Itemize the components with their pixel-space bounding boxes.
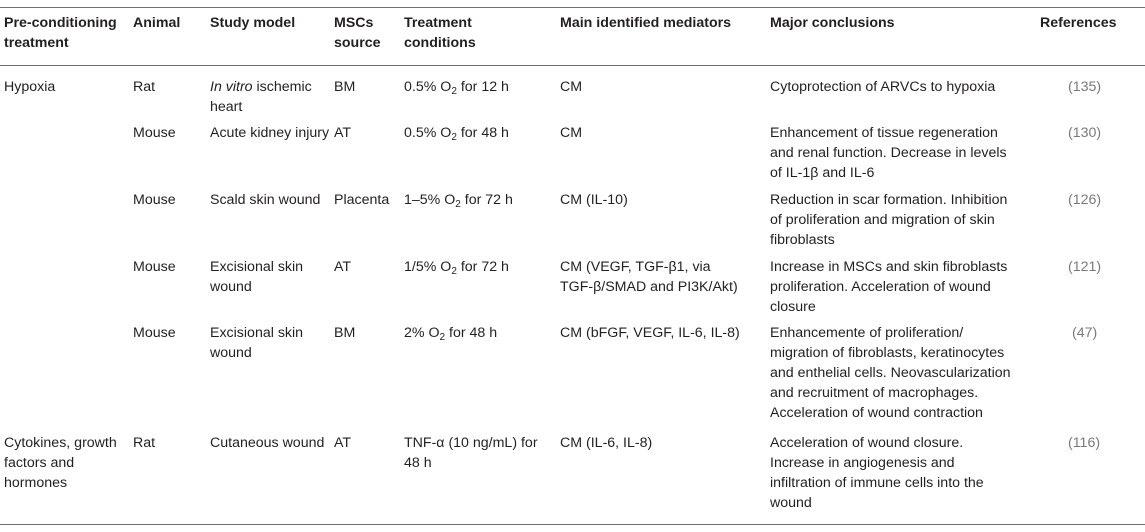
header-treatment: treatment [4,35,69,51]
header-msc-source: source [334,35,381,51]
cell-study-model: Excisional skin [210,259,304,275]
cell-study-model: In vitro ischemic [210,79,312,95]
cell-conditions: 48 h [404,455,432,471]
table-header-rule [0,65,1145,66]
cell-reference: (47) [1072,325,1098,341]
header-treatment-conditions: conditions [404,35,476,51]
cell-study-model: heart [210,99,243,115]
cell-conclusions: and renal function. Decrease in levels [770,145,1007,161]
header-animal: Animal [133,15,181,31]
cell-msc-source: AT [334,435,352,451]
cell-conclusions: of proliferation and migration of skin [770,212,995,228]
cell-conclusions: and recruitment of macrophages. [770,385,979,401]
cell-conditions: 1/5% $O_2$ for 72 h [404,259,509,277]
cell-mediators: TGF-β/SMAD and PI3K/Akt) [560,279,738,295]
header-conclusions: Major conclusions [770,15,895,31]
cell-conclusions: Cytoprotection of ARVCs to hypoxia [770,79,996,95]
cell-conclusions: Increase in angiogenesis and [770,455,955,471]
cell-conclusions: closure [770,299,816,315]
cell-animal: Mouse [133,192,176,208]
cell-reference: (130) [1068,125,1102,141]
cell-conclusions: Increase in MSCs and skin fibroblasts [770,259,1008,275]
cell-msc-source: BM [334,325,356,341]
cell-study-model: Scald skin wound [210,192,321,208]
header-study-model: Study model [210,15,296,31]
cell-mediators: CM (IL-6, IL-8) [560,435,653,451]
cell-msc-source: AT [334,259,352,275]
cell-animal: Rat [133,79,156,95]
cell-treatment: Hypoxia [4,79,56,95]
header-treatment: Pre-conditioning [4,15,117,31]
cell-msc-source: Placenta [334,192,390,208]
cell-conditions: 1–5% $O_2$ for 72 h [404,192,513,210]
cell-reference: (126) [1068,192,1102,208]
cell-reference: (116) [1068,435,1101,451]
cell-animal: Mouse [133,259,176,275]
cell-mediators: CM (IL-10) [560,192,628,208]
cell-mediators: CM [560,125,583,141]
cell-study-model: Cutaneous wound [210,435,325,451]
cell-animal: Rat [133,435,156,451]
cell-conclusions: Acceleration of wound contraction [770,405,983,421]
header-mediators: Main identified mediators [560,15,732,31]
cell-study-model: Excisional skin [210,325,304,341]
cell-conclusions: Acceleration of wound closure. [770,435,964,451]
cell-conclusions: Reduction in scar formation. Inhibition [770,192,1008,208]
cell-msc-source: AT [334,125,352,141]
cell-conclusions: wound [770,495,812,511]
cell-conclusions: infiltration of immune cells into the [770,475,984,491]
header-treatment-conditions: Treatment [404,15,472,31]
cell-conclusions: and enthelial cells. Neovascularization [770,365,1011,381]
cell-conclusions: proliferation. Acceleration of wound [770,279,991,295]
cell-study-model: Acute kidney injury [210,125,330,141]
cell-conclusions: Enhancement of tissue regeneration [770,125,998,141]
table-bottom-rule [0,524,1145,525]
cell-reference: (121) [1068,259,1102,275]
cell-mediators: CM [560,79,583,95]
cell-study-model: wound [210,279,252,295]
cell-reference: (135) [1068,79,1102,95]
cell-conditions: 0.5% $O_2$ for 48 h [404,125,509,143]
cell-conclusions: fibroblasts [770,232,835,248]
cell-msc-source: BM [334,79,356,95]
cell-conditions: 0.5% $O_2$ for 12 h [404,79,509,97]
cell-conclusions: of IL-1β and IL-6 [770,165,875,181]
cell-conditions: 2% $O_2$ for 48 h [404,325,498,343]
cell-mediators: CM (VEGF, TGF-β1, via [560,259,711,275]
table-top-rule [0,7,1145,8]
cell-mediators: CM (bFGF, VEGF, IL-6, IL-8) [560,325,740,341]
cell-animal: Mouse [133,325,176,341]
cell-treatment: hormones [4,475,68,491]
cell-treatment: Cytokines, growth [4,435,117,451]
cell-animal: Mouse [133,125,176,141]
cell-conclusions: migration of fibroblasts, keratinocytes [770,345,1005,361]
header-references: References [1040,15,1117,31]
cell-conclusions: Enhancemente of proliferation/ [770,325,964,341]
cell-conditions: TNF-α (10 ng/mL) for [404,435,538,451]
cell-treatment: factors and [4,455,75,471]
header-msc-source: MSCs [334,15,374,31]
cell-study-model: wound [210,345,252,361]
